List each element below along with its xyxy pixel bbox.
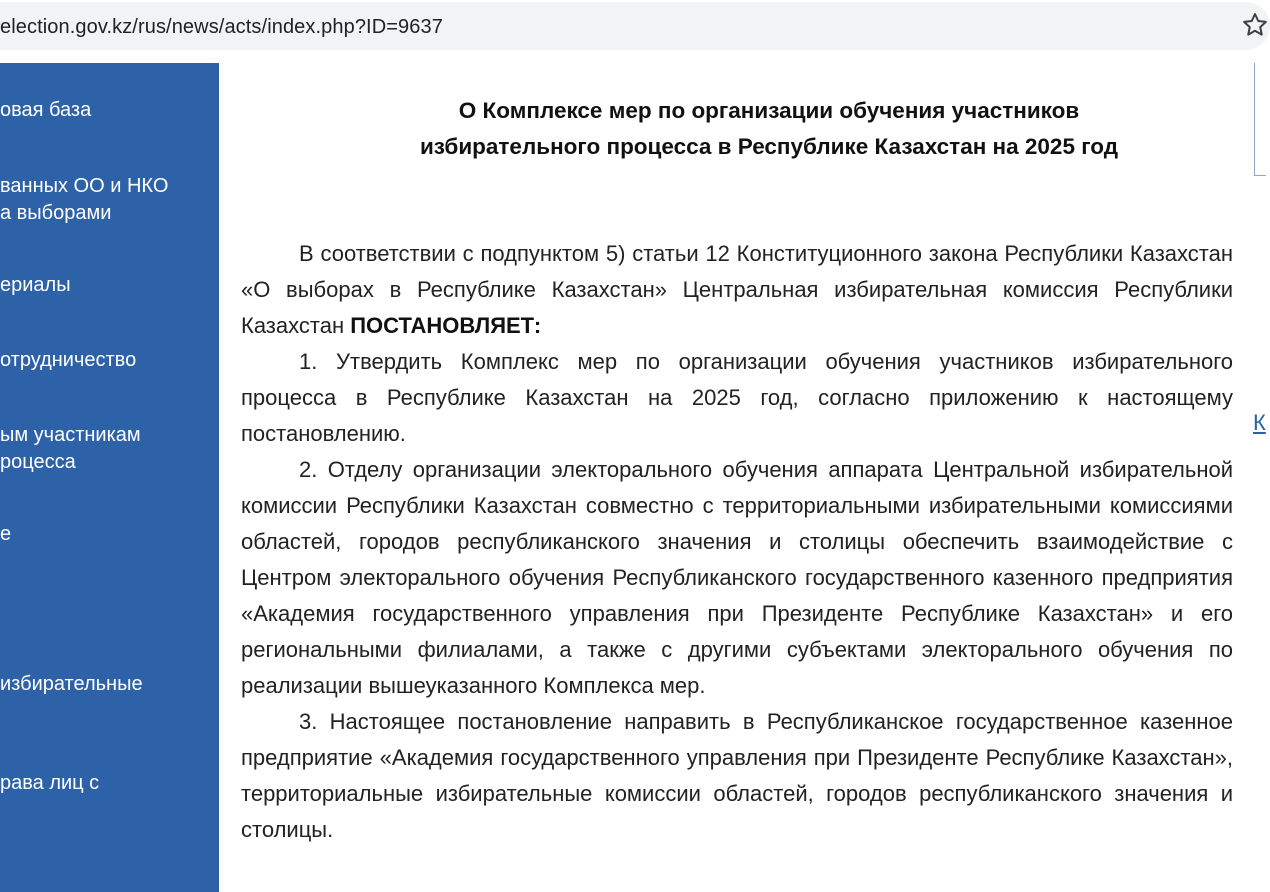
sidebar-item-legal-base[interactable] [0, 97, 219, 124]
paragraph-3: 3. Настоящее постановление направить в Республиканское государственное казенное предприятие «Академия государственного управления при Президенте Республике Казахстан», территориальные избирательные комиссии областей, городов республиканского значения и столицы. [241, 709, 1233, 842]
sidebar-item-label: роцесса [0, 451, 76, 473]
paragraph-2: 2. Отделу организации электорального обучения аппарата Центральной избирательной комиссии Республики Казахстан совместно с территориальными избирательными комиссиями областей, городов республиканского значения и столицы обеспечить взаимодействие с Центром электорального обучения Республиканского государственного казенного предприятия «Академия государственного управления при Президенте Республике Казахстан» и его региональными филиалами, а также с другими субъектами электорального обучения по реализации вышеуказанного Комплекса мер. [241, 457, 1233, 698]
sidebar-item-label: ванных ОО и НКО [0, 175, 169, 197]
document-content [219, 63, 1255, 892]
sidebar-item-rights[interactable] [0, 770, 219, 797]
paragraph-intro [241, 236, 1233, 344]
sidebar-item-cooperation[interactable] [0, 347, 219, 374]
sidebar-item-label: отрудничество [0, 349, 137, 371]
page-title [369, 93, 1169, 165]
address-bar[interactable] [0, 2, 1270, 50]
sidebar-item-commissions[interactable] [0, 671, 219, 698]
intro-text: В соответствии с подпунктом 5) статьи 12 Конституционного закона Республики Казахстан «О выборах в Республике Казахстан» Центральная избирательная комиссия Республики Казахстан [241, 241, 1233, 338]
sidebar-item-participants[interactable] [0, 422, 219, 476]
sidebar-menu [0, 63, 219, 892]
document-body [241, 236, 1233, 848]
paragraph-1: 1. Утвердить Комплекс мер по организации обучения участников избирательного процесса в Республике Казахстан на 2025 год, согласно приложению к настоящему постановлению. [241, 349, 1233, 446]
sidebar-item-label: ым участникам [0, 424, 141, 446]
star-icon[interactable] [1240, 10, 1270, 40]
url-text[interactable]: election.gov.kz/rus/news/acts/index.php?ID=9637 [0, 16, 443, 38]
browser-toolbar [0, 0, 1263, 63]
right-side-panel [1254, 63, 1266, 176]
sidebar-item-other[interactable] [0, 521, 219, 548]
sidebar-item-materials[interactable] [0, 272, 219, 299]
sidebar-item-label: е [0, 523, 12, 545]
sidebar-item-label: избирательные [0, 673, 143, 695]
sidebar-item-label: ериалы [0, 274, 71, 296]
sidebar-item-label: рава лиц с [0, 772, 100, 794]
title-line: избирательного процесса в Республике Казахстан на 2025 год [419, 134, 1119, 159]
sidebar-item-ngo-observers[interactable] [0, 173, 219, 227]
resolution-keyword: ПОСТАНОВЛЯЕТ: [350, 313, 542, 338]
sidebar-item-label: овая база [0, 99, 92, 121]
right-side-link[interactable]: К [1253, 410, 1266, 435]
sidebar-item-label: а выборами [0, 202, 112, 224]
title-line: О Комплексе мер по организации обучения участников [458, 98, 1080, 123]
